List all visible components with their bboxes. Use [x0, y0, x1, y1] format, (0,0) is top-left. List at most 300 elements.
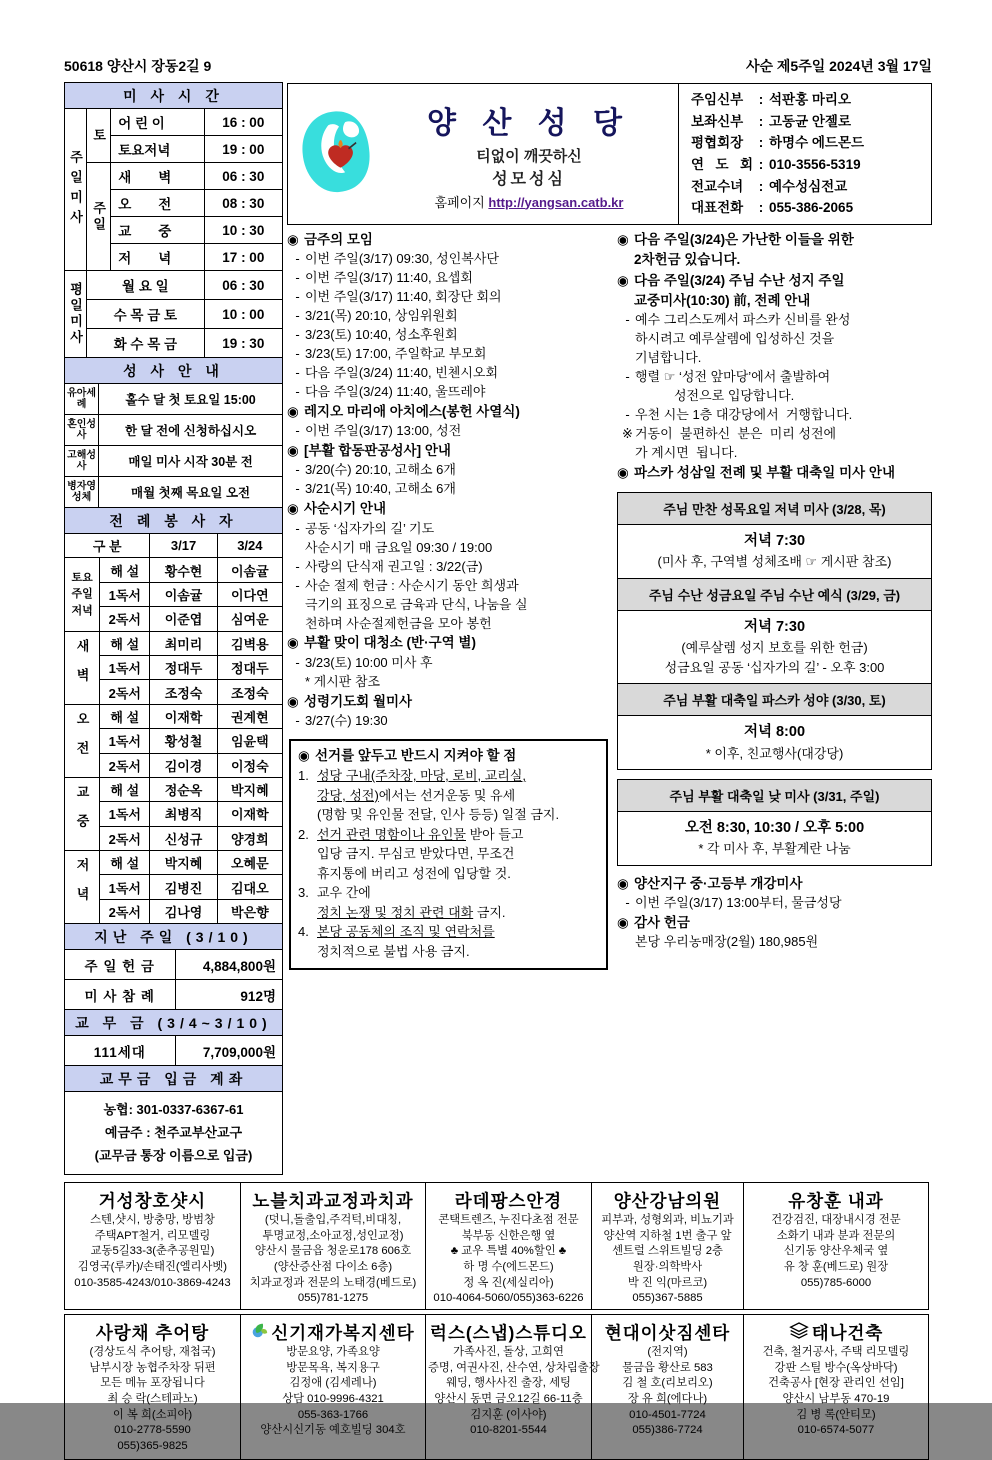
ad-text-line: (양산증산점 다이소 6층) [273, 1260, 393, 1273]
ad-title [594, 1188, 741, 1213]
table-cell: 권계현 [217, 704, 282, 728]
table-cell: 오혜문 [217, 851, 282, 875]
ad-text-line: 055)781-1275 [297, 1292, 369, 1305]
contact-value: 010-3556-5319 [769, 157, 861, 173]
section-title-text: 다음 주일(3/24)은 가난한 이들을 위한 [634, 232, 854, 247]
announcement-item [287, 577, 614, 596]
ad-text-line: 장 유 희(에다나) [627, 1392, 708, 1405]
easter-day-mass-box [617, 779, 932, 866]
vertical-label: 오전 [74, 711, 90, 770]
item-marker: - [295, 308, 300, 324]
parish-name: 양 산 성 당 [427, 106, 631, 140]
announcement-item [617, 349, 932, 368]
item-text: 이번 주일(3/17) 13:00부터, 물금성당 [635, 894, 842, 910]
election-item-number: 2. [298, 826, 309, 842]
dues-header: 교 무 금 (3/4~3/10) [64, 1009, 283, 1036]
table-cell: 김벽용 [217, 631, 282, 655]
ad-title-text: 거성창호샷시 [98, 1191, 207, 1212]
table-cell: 2독서 [100, 899, 150, 923]
item-text: 극기의 표징으로 금육과 단식, 나눔을 실 [305, 596, 528, 612]
election-item [298, 922, 599, 961]
box-body-line: 저녁 7:30 [743, 533, 806, 549]
ad-title [243, 1188, 423, 1213]
election-item-line [317, 825, 599, 845]
announcement-item [287, 364, 614, 383]
item-text: 본당 우리농매장(2월) 180,985원 [635, 934, 819, 950]
contact-label: 전교수녀 [691, 178, 744, 194]
election-item-lines [317, 825, 599, 884]
ad-text-line: 소화기 내과 분과 전문의 [776, 1229, 896, 1242]
item-text: 이번 주일(3/17) 09:30, 성인복사단 [305, 251, 499, 267]
ad-title-text: 태나건축 [811, 1323, 884, 1344]
table-cell [618, 610, 932, 684]
easter-day-mass-box-table [617, 779, 932, 866]
triduum-schedule-box [617, 492, 932, 770]
item-marker: - [295, 251, 300, 267]
announcement-item [287, 654, 614, 673]
table-cell: 10 : 00 [204, 300, 282, 329]
servers-table [64, 533, 283, 924]
table-cell: 해 설 [100, 777, 150, 801]
table-cell: 2독서 [100, 753, 150, 777]
section-title-text: 다음 주일(3/24) 주님 수난 성지 주일 [634, 272, 845, 288]
table-cell: 19 : 00 [204, 136, 282, 163]
item-text: 3/27(수) 19:30 [305, 712, 388, 728]
item-marker [620, 933, 635, 952]
item-marker [290, 539, 305, 558]
ad-title [67, 1188, 238, 1213]
table-cell [65, 631, 100, 704]
ad-text-line: 센트럴 스위트빌딩 2층 [612, 1245, 723, 1258]
table-cell: 새 벽 [111, 163, 204, 190]
announcement-item [287, 326, 614, 345]
ad-text-line: 정 옥 진(세실리아) [463, 1276, 554, 1289]
contact-colon: : [758, 113, 764, 129]
election-text-segment: 강당, 성전) [317, 787, 379, 803]
layers-logo-icon [789, 1322, 809, 1344]
contact-value: 고동균 안젤로 [769, 113, 851, 129]
servers-header: 전 례 봉 사 자 [64, 507, 283, 534]
contact-label: 주임신부 [691, 92, 744, 107]
item-text: 이번 주일(3/17) 13:00, 성전 [305, 423, 462, 439]
election-item-number: 1. [298, 768, 309, 784]
table-cell: 토요주일저녁 [65, 558, 100, 631]
item-marker [290, 673, 305, 692]
ad-text-line: 가족사진, 돌상, 고희연 [453, 1346, 564, 1359]
item-text: 사순 절제 헌금 : 사순시기 동안 희생과 [305, 577, 519, 593]
ad-cell [591, 1182, 744, 1310]
box-body-line: (미사 후, 구역별 성체조배 ☞ 게시판 참조) [657, 554, 892, 570]
table-cell: 2독서 [100, 680, 150, 704]
section-title-text: 사순시기 안내 [304, 501, 386, 517]
contact-value: 예수성심전교 [769, 178, 848, 194]
ad-title [428, 1188, 589, 1213]
table-cell: 신성규 [150, 826, 217, 850]
table-cell: 어 린 이 [111, 109, 204, 136]
election-item-line [317, 903, 599, 923]
sacraments-header: 성 사 안 내 [64, 357, 283, 384]
ad-text-line: 김 병 록(안티모) [796, 1408, 876, 1421]
contact-label: 보좌신부 [691, 113, 744, 129]
table-cell: 혼인성사 [65, 415, 99, 446]
ad-text-line: 055)785-6000 [800, 1276, 872, 1289]
ad-title-text: 신기재가복지센타 [271, 1323, 415, 1344]
table-cell: 1독서 [100, 802, 150, 826]
masthead [288, 84, 679, 224]
announcement-item [287, 250, 614, 269]
ad-title [243, 1320, 423, 1345]
ad-cell [240, 1314, 426, 1460]
ad-text-line: (전지역) [647, 1346, 688, 1359]
contact-row [691, 201, 923, 215]
liturgical-date: 사순 제5주일 2024년 3월 17일 [745, 58, 932, 74]
ad-text-line: 유 창 훈(베드로) 원장 [783, 1260, 889, 1273]
election-item-lines [317, 883, 599, 922]
item-text: 3/20(수) 20:10, 고해소 6개 [305, 462, 456, 478]
account-line: 예금주 : 천주교부산교구 [104, 1124, 243, 1140]
ad-text-line: 스텐,샷시, 방충망, 방범창 [90, 1214, 215, 1227]
ad-text-line: 원장·의학박사 [632, 1260, 703, 1273]
ads-row-1 [64, 1182, 932, 1310]
table-cell: 1독서 [100, 875, 150, 899]
ad-text-line: 방문요양, 가족요양 [286, 1346, 380, 1359]
table-cell: 4,884,800원 [175, 950, 283, 980]
homepage-link[interactable]: http://yangsan.catb.kr [488, 194, 624, 210]
ad-text-line: 김정애 (김세레나) [289, 1377, 377, 1390]
dues-table [64, 1035, 283, 1066]
item-marker: - [295, 462, 300, 478]
election-text-segment: 휴지통에 버리고 성전에 입당할 것. [317, 865, 511, 881]
announcement-item [617, 406, 932, 425]
section-title-text: 성령기도회 월미사 [304, 693, 413, 709]
table-cell: 김나영 [150, 899, 217, 923]
ad-text-line: 남부시장 농협주차장 뒤편 [89, 1361, 216, 1374]
item-text: 3/23(토) 17:00, 주일학교 부모회 [305, 346, 487, 362]
table-cell [618, 811, 932, 865]
item-text: 가 계시면 됩니다. [635, 444, 738, 460]
election-item-lines [317, 766, 599, 825]
item-marker: - [295, 654, 300, 670]
table-cell: 김대오 [217, 875, 282, 899]
table-cell: 병자영성체 [65, 477, 99, 508]
middle-column [287, 230, 614, 970]
ad-text-line: 상담 010-9996-4321 [282, 1392, 384, 1405]
ad-title [746, 1188, 926, 1213]
table-cell: 저 녁 [111, 244, 204, 271]
item-text: 다음 주일(3/24) 11:40, 울뜨레야 [305, 384, 486, 400]
table-cell: 2독서 [100, 826, 150, 850]
ad-text-line: 양산시 남부동 470-19 [782, 1392, 890, 1405]
item-marker: - [295, 270, 300, 286]
item-marker: - [625, 312, 630, 327]
announcement-item [617, 425, 932, 444]
table-cell: 3/24 [217, 534, 282, 558]
table-cell: 해 설 [100, 631, 150, 655]
table-cell: 111세대 [65, 1036, 176, 1066]
table-cell [65, 704, 100, 777]
parish-logo-icon [298, 108, 374, 200]
ad-text-line: 건축공사 [현장 관리인 선임] [768, 1377, 904, 1390]
election-text-segment: 본당 공동체의 조직 및 연락처를 [317, 924, 495, 940]
section-title [287, 402, 614, 422]
announcement-item [287, 461, 614, 480]
ad-text-line: 주택APT철거, 리모델링 [94, 1229, 211, 1242]
account-line: 농협: 301-0337-6367-61 [103, 1102, 244, 1118]
vertical-label: 주일 [91, 200, 107, 233]
top-header [64, 56, 932, 76]
bullet-icon: ◉ [617, 464, 629, 480]
table-cell: 10 : 30 [204, 217, 282, 244]
section-title [617, 291, 932, 311]
section-title-text: 금주의 모임 [304, 232, 373, 247]
table-cell [618, 716, 932, 770]
announcement-item [617, 933, 932, 952]
ad-cell [743, 1314, 929, 1460]
announcement-item [287, 307, 614, 326]
section-title [617, 271, 932, 291]
table-cell: 이다연 [217, 582, 282, 606]
table-cell: 최병직 [150, 802, 217, 826]
election-text-segment: (명함 및 유인물 전달, 인사 등등) 일절 금지. [317, 807, 560, 823]
ad-title-text: 라데팡스안경 [454, 1191, 563, 1212]
table-cell: 주님 부활 대축일 낮 미사 (3/31, 주일) [618, 779, 932, 811]
section-title [617, 913, 932, 933]
ad-text-line: 055)365-9825 [117, 1439, 188, 1452]
table-cell: 2독서 [100, 607, 150, 631]
announcement-item [287, 288, 614, 307]
contact-value: 055-386-2065 [769, 200, 854, 216]
item-marker: - [625, 894, 630, 910]
item-marker: - [625, 368, 630, 384]
item-text: 3/21(목) 10:40, 고해소 6개 [305, 481, 456, 497]
ad-title [67, 1320, 238, 1345]
table-cell: 주 일 헌 금 [65, 950, 176, 980]
ad-text-line: 신기동 양산우체국 옆 [783, 1245, 889, 1258]
table-cell: 912명 [175, 980, 283, 1010]
ad-title-text: 양산강남의원 [613, 1191, 722, 1212]
bullet-icon: ◉ [287, 404, 299, 419]
item-text: 사순시기 매 금요일 09:30 / 19:00 [305, 539, 493, 555]
contact-colon: : [758, 92, 764, 107]
item-marker: - [295, 346, 300, 362]
table-cell [65, 851, 100, 924]
item-text: 3/21(목) 20:10, 상임위원회 [305, 308, 458, 324]
ad-cell [425, 1314, 600, 1460]
election-text-segment: 성당 구내(주차장, 마당, 로비, 교리실, [317, 768, 527, 784]
item-marker [620, 349, 635, 368]
table-cell: 박은향 [217, 899, 282, 923]
contact-value: 하명수 에드몬드 [769, 135, 865, 151]
contact-row [691, 93, 923, 107]
ad-text-line: 이 복 희(소피아) [112, 1408, 193, 1421]
item-marker: - [295, 289, 300, 305]
contact-row [691, 158, 923, 172]
election-text-segment: 받아 들고 [465, 826, 524, 842]
box-body-line: 오전 8:30, 10:30 / 오후 5:00 [684, 819, 865, 836]
ad-text-line: 010-4064-5060/055)363-6226 [433, 1292, 584, 1305]
section-title-text: 부활 맞이 대청소 (반·구역 별) [304, 635, 476, 651]
table-cell: 16 : 00 [204, 109, 282, 136]
item-text: * 게시판 참조 [305, 673, 381, 689]
ad-title-text: 노블치과교정과치과 [252, 1191, 414, 1212]
homepage-label: 홈페이지 [434, 194, 485, 210]
ad-title-text: 유창훈 내과 [788, 1191, 884, 1212]
table-cell: 한 달 전에 신청하십시오 [99, 415, 283, 446]
ad-text-line: 콘택트렌즈, 누진다초점 전문 [438, 1214, 579, 1227]
table-cell: 08 : 30 [204, 190, 282, 217]
table-cell: 7,709,000원 [175, 1036, 283, 1066]
table-cell: 구 분 [65, 534, 150, 558]
item-marker: - [295, 481, 300, 497]
table-cell: 박지혜 [217, 777, 282, 801]
item-marker: - [295, 558, 300, 574]
table-cell: 고해성사 [65, 446, 99, 477]
item-text: 사랑의 단식재 권고일 : 3/22(금) [305, 558, 483, 574]
section-title-text: 교중미사(10:30) 前, 전례 안내 [634, 292, 811, 308]
ad-title-text: 현대이삿짐센타 [604, 1323, 731, 1344]
item-text: 예수 그리스도께서 파스카 신비를 완성 [635, 312, 851, 327]
table-cell: 조정숙 [150, 680, 217, 704]
announcement-item [287, 596, 614, 615]
item-marker: - [295, 365, 300, 381]
announcement-item [287, 712, 614, 731]
table-cell: 이준엽 [150, 607, 217, 631]
table-cell: 이재학 [217, 802, 282, 826]
sprout-logo-icon [251, 1322, 268, 1344]
ad-title [746, 1320, 926, 1345]
vertical-label: 주일미사 [68, 149, 84, 230]
table-cell [65, 271, 87, 358]
election-text-segment: 정치적으로 불법 사용 금지. [317, 943, 470, 959]
announcement-item [287, 615, 614, 634]
contact-info [679, 84, 931, 224]
table-cell: 양경희 [217, 826, 282, 850]
section-title-text: [부활 합동판공성사] 안내 [304, 443, 451, 459]
ad-text-line: 055-363-1766 [297, 1408, 369, 1421]
announcement-item [617, 894, 932, 913]
table-cell: 주님 부활 대축일 파스카 성야 (3/30, 토) [618, 684, 932, 716]
contact-colon: : [758, 178, 764, 194]
ad-text-line: 북부동 신한은행 옆 [461, 1229, 556, 1242]
contact-label: 대표전화 [691, 200, 744, 216]
contact-row [691, 115, 923, 129]
section-title [287, 441, 614, 461]
ad-text-line: 김영국(루카)/손태진(엘리사벳) [77, 1260, 228, 1273]
ad-text-line: 교동5길33-3(춘추공원밑) [90, 1245, 215, 1258]
announcement-item [287, 520, 614, 539]
triduum-schedule-box-table [617, 492, 932, 770]
contact-value: 석판홍 마리오 [769, 92, 851, 107]
announcement-item [287, 539, 614, 558]
election-item-number: 4. [298, 924, 309, 940]
ad-text-line: 양산시 물금읍 청운로178 606호 [254, 1245, 412, 1258]
table-cell: 17 : 00 [204, 244, 282, 271]
table-cell: 해 설 [100, 851, 150, 875]
ad-text-line: 010-8201-5544 [470, 1424, 547, 1437]
ad-text-line: 투명교정,소아교정,성인교정) [262, 1229, 404, 1242]
table-cell [65, 109, 87, 271]
table-cell: 박지혜 [150, 851, 217, 875]
election-item [298, 883, 599, 922]
bullet-icon: ◉ [287, 693, 299, 709]
left-column [64, 83, 283, 1175]
election-text-segment: 정치 논쟁 및 정치 관련 대화 [317, 904, 474, 920]
announcement-item [287, 673, 614, 692]
ad-cell [64, 1314, 241, 1460]
table-cell: 정순옥 [150, 777, 217, 801]
announcement-item [287, 345, 614, 364]
item-marker [620, 444, 635, 463]
election-item-line [317, 786, 599, 806]
item-text: 이번 주일(3/17) 11:40, 요셉회 [305, 270, 473, 286]
table-cell: 1독서 [100, 582, 150, 606]
account-header: 교무금 입금 계좌 [64, 1065, 283, 1092]
ad-text-line: 강판 스틸 방수(옥상바닥) [774, 1361, 898, 1374]
table-cell: 1독서 [100, 729, 150, 753]
election-text-segment: 금지. [473, 904, 506, 920]
spacer [617, 866, 932, 874]
section-title-text: 감사 헌금 [634, 914, 690, 930]
election-text-segment: 선거 관련 명함이나 유인물 [317, 826, 466, 842]
vertical-label: 저녁 [74, 858, 90, 917]
ad-text-line: 양산시신기동 예호빌딩 304호 [260, 1424, 406, 1437]
election-text-segment: 입당 금지. 무심코 받았다면, 무조건 [317, 846, 515, 862]
ad-text-line: (경상도식 추어탕, 재첩국) [89, 1346, 216, 1359]
table-cell [87, 163, 111, 271]
masthead-band [287, 83, 932, 225]
item-text: 성전으로 입당합니다. [635, 387, 795, 403]
contact-label: 연 도 회 [691, 157, 753, 173]
section-title-text: 2차헌금 있습니다. [634, 252, 741, 268]
election-text-segment: 에서는 선거운동 및 유세 [378, 787, 516, 803]
ad-text-line: ♣ 교우 특별 40%할인 ♣ [450, 1245, 567, 1258]
right-column [614, 230, 932, 970]
bullet-icon: ◉ [298, 747, 310, 763]
box-body-line: * 각 미사 후, 부활계란 나눔 [698, 841, 851, 857]
item-text: 기념합니다. [635, 349, 702, 365]
item-marker [290, 615, 305, 634]
ad-text-line: 건강검진, 대장내시경 전문 [771, 1214, 901, 1227]
announcement-item [287, 558, 614, 577]
weekday-mass-table [64, 270, 283, 358]
ad-title-text: 럭스(스냅)스튜디오 [430, 1323, 587, 1344]
table-cell: 해 설 [100, 558, 150, 582]
ad-text-line: 010-4501-7724 [629, 1408, 706, 1421]
ad-text-line: 방문목욕, 복지용구 [286, 1361, 380, 1374]
election-item [298, 825, 599, 884]
table-cell: 오 전 [111, 190, 204, 217]
table-cell: 정대두 [217, 655, 282, 679]
section-title-text: 파스카 성삼일 전례 및 부활 대축일 미사 안내 [634, 464, 895, 480]
item-text: 다음 주일(3/24) 11:40, 빈첸시오회 [305, 365, 498, 381]
table-cell: 정대두 [150, 655, 217, 679]
election-item [298, 766, 599, 825]
table-cell: 황수현 [150, 558, 217, 582]
table-cell [87, 109, 111, 163]
section-title [617, 230, 932, 250]
election-item-line [317, 883, 599, 903]
masthead-subtitle2: 성모성심 [492, 170, 566, 188]
item-marker: - [625, 406, 630, 422]
item-marker [620, 330, 635, 349]
account-table [64, 1091, 283, 1175]
contact-row [691, 180, 923, 194]
ad-text-line: 치과교정과 전문의 노태경(베드로) [249, 1276, 417, 1289]
table-cell: 최미리 [150, 631, 217, 655]
ad-title [428, 1320, 589, 1345]
bullet-icon: ◉ [287, 443, 299, 459]
election-item-number: 3. [298, 885, 309, 901]
